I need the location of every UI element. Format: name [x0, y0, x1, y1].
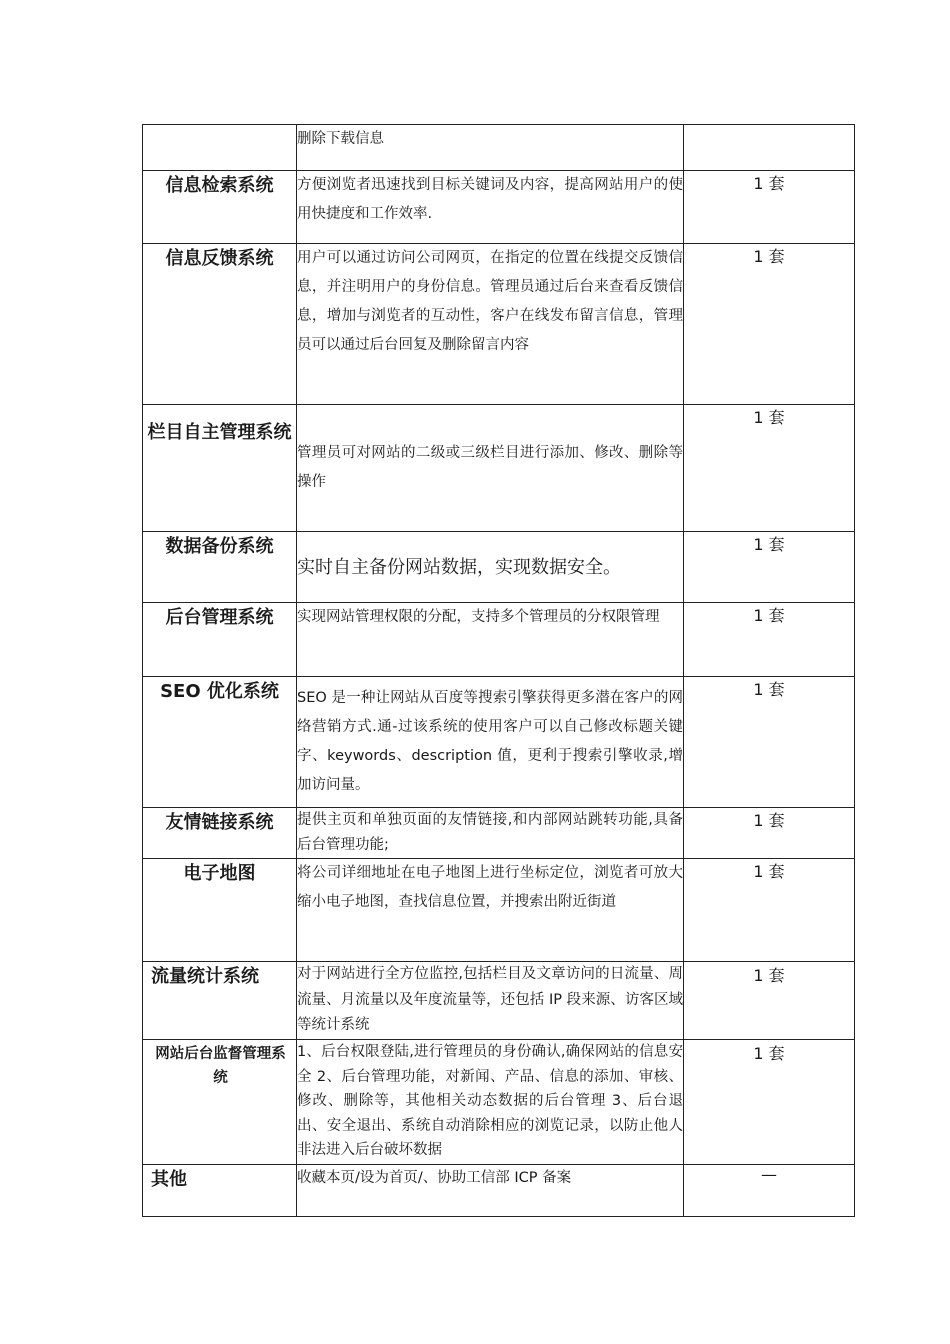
system-name-cell: SEO 优化系统 [143, 677, 297, 808]
table-row [143, 1165, 855, 1217]
quantity-cell: — [684, 1165, 855, 1217]
system-name-cell: 流量统计系统 [143, 962, 297, 1040]
table-row [143, 244, 855, 405]
table-row [143, 171, 855, 244]
system-name-cell [143, 125, 297, 171]
description-cell: 实时自主备份网站数据，实现数据安全。 [297, 532, 684, 603]
table-row [143, 125, 855, 171]
system-name-cell: 栏目自主管理系统 [143, 405, 297, 532]
system-name-cell: 电子地图 [143, 859, 297, 962]
quantity-cell: 1 套 [684, 405, 855, 532]
table-row [143, 677, 855, 808]
system-name-cell: 网站后台监督管理系统 [143, 1040, 297, 1165]
description-cell: 1、后台权限登陆,进行管理员的身份确认,确保网站的信息安全 2、后台管理功能，对新闻、产品、信息的添加、审核、修改、删除等，其他相关动态数据的后台管理 3、后台退出、安全退出、系统自动消除相应的浏览记录，以防止他人非法进入后台破坏数据 [297, 1040, 684, 1165]
table-row [143, 859, 855, 962]
system-name-cell: 友情链接系统 [143, 808, 297, 859]
description-cell: 删除下载信息 [297, 125, 684, 171]
table-row [143, 532, 855, 603]
quantity-cell: 1 套 [684, 244, 855, 405]
description-cell: 对于网站进行全方位监控,包括栏目及文章访问的日流量、周流量、月流量以及年度流量等，还包括 IP 段来源、访客区域等统计系统 [297, 962, 684, 1040]
description-cell: 用户可以通过访问公司网页，在指定的位置在线提交反馈信息，并注明用户的身份信息。管理员通过后台来查看反馈信息，增加与浏览者的互动性，客户在线发布留言信息，管理员可以通过后台回复及删除留言内容 [297, 244, 684, 405]
system-name-cell: 数据备份系统 [143, 532, 297, 603]
quantity-cell: 1 套 [684, 603, 855, 677]
feature-table [142, 124, 855, 1217]
system-name-cell: 信息检索系统 [143, 171, 297, 244]
system-name-cell: 其他 [143, 1165, 297, 1217]
quantity-cell: 1 套 [684, 677, 855, 808]
quantity-cell [684, 125, 855, 171]
table-row [143, 603, 855, 677]
quantity-cell: 1 套 [684, 532, 855, 603]
quantity-cell: 1 套 [684, 962, 855, 1040]
description-cell: SEO 是一种让网站从百度等搜索引擎获得更多潜在客户的网络营销方式.通-过该系统的使用客户可以自己修改标题关键字、keywords、description 值，更利于搜索引擎收录,增加访问量。 [297, 677, 684, 808]
description-cell: 方便浏览者迅速找到目标关键词及内容，提高网站用户的使用快捷度和工作效率. [297, 171, 684, 244]
description-cell: 实现网站管理权限的分配，支持多个管理员的分权限管理 [297, 603, 684, 677]
description-cell: 提供主页和单独页面的友情链接,和内部网站跳转功能,具备后台管理功能; [297, 808, 684, 859]
quantity-cell: 1 套 [684, 808, 855, 859]
description-cell: 管理员可对网站的二级或三级栏目进行添加、修改、删除等操作 [297, 405, 684, 532]
table-row [143, 962, 855, 1040]
quantity-cell: 1 套 [684, 171, 855, 244]
quantity-cell: 1 套 [684, 859, 855, 962]
system-name-cell: 后台管理系统 [143, 603, 297, 677]
description-cell: 将公司详细地址在电子地图上进行坐标定位，浏览者可放大缩小电子地图，查找信息位置，并搜索出附近街道 [297, 859, 684, 962]
table-row [143, 1040, 855, 1165]
table-row [143, 808, 855, 859]
table-row [143, 405, 855, 532]
quantity-cell: 1 套 [684, 1040, 855, 1165]
system-name-cell: 信息反馈系统 [143, 244, 297, 405]
description-cell: 收藏本页/设为首页/、协助工信部 ICP 备案 [297, 1165, 684, 1217]
